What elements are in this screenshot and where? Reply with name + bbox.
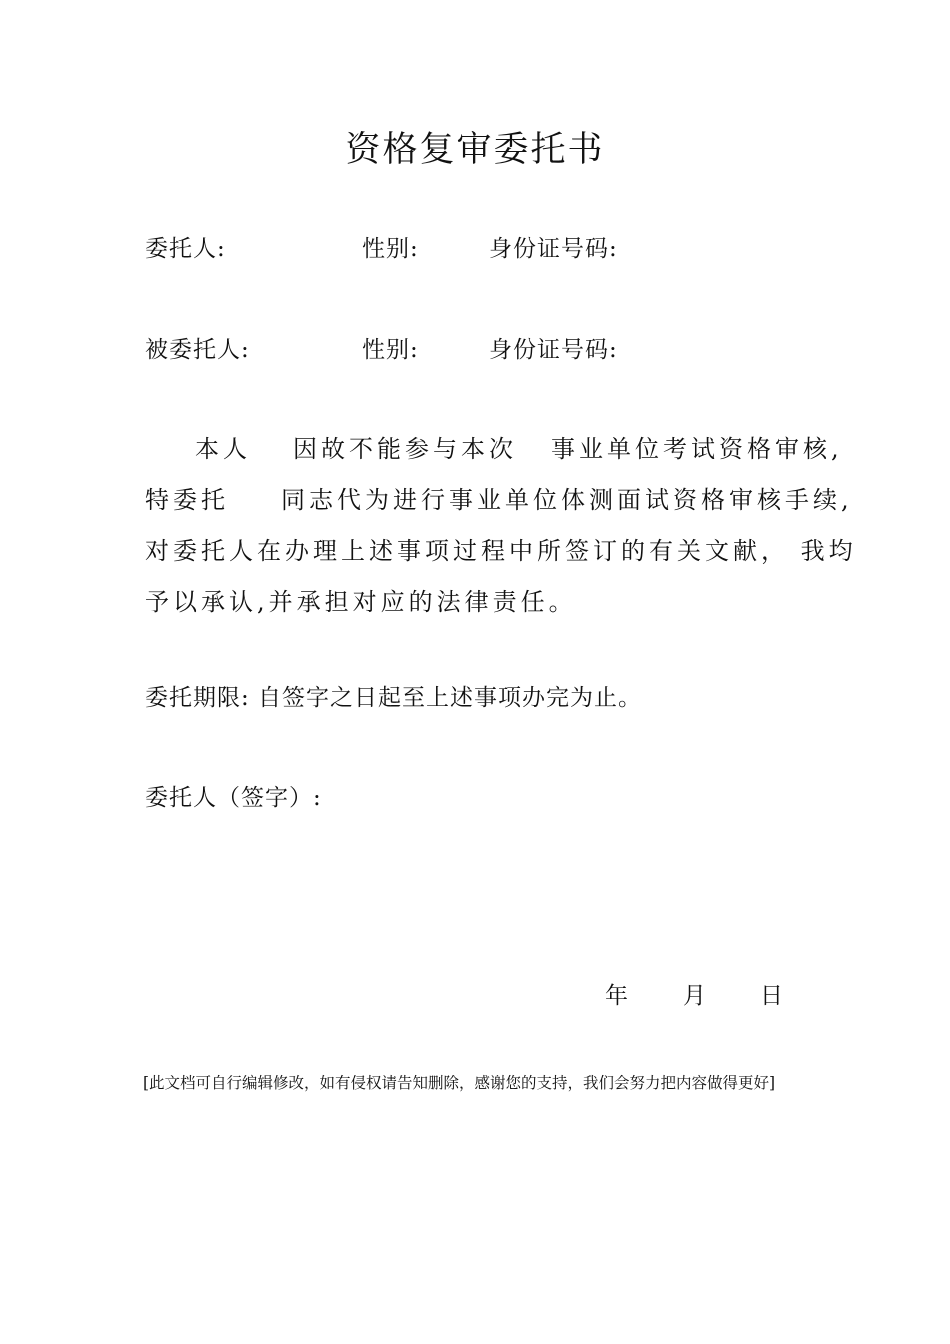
principal-name-label: 委托人: <box>145 236 226 262</box>
entrust-label: 特委托 <box>145 486 229 514</box>
paragraph-line-4: 予以承认,并承担对应的法律责任。 <box>145 588 577 616</box>
agent-gender-label: 性别: <box>362 337 419 363</box>
agent-name-label: 被委托人: <box>145 337 250 363</box>
document-title: 资格复审委托书 <box>345 130 605 170</box>
reason-text: 因故不能参与本次 <box>293 435 517 463</box>
date-month-label: 月 <box>683 983 706 1009</box>
paragraph-line-3: 对委托人在办理上述事项过程中所签订的有关文献， 我均 <box>145 537 857 565</box>
footnote: [此文档可自行编辑修改，如有侵权请告知删除，感谢您的支持，我们会努力把内容做得更好] <box>143 1074 776 1092</box>
agent-id-label: 身份证号码: <box>489 337 618 363</box>
authorization-paragraph <box>145 424 857 628</box>
date-day-label: 日 <box>760 983 783 1009</box>
principal-id-label: 身份证号码: <box>489 236 618 262</box>
agent-duty-text: 同志代为进行事业单位体测面试资格审核手续, <box>281 486 853 514</box>
signature-label: 委托人（签字）: <box>145 785 322 811</box>
self-label: 本人 <box>195 435 251 463</box>
principal-gender-label: 性别: <box>362 236 419 262</box>
paragraph-line-1 <box>145 424 843 475</box>
term-line: 委托期限: 自签字之日起至上述事项办完为止。 <box>145 685 643 711</box>
date-year-label: 年 <box>605 983 628 1009</box>
paragraph-line-2 <box>145 475 853 526</box>
exam-text: 事业单位考试资格审核, <box>551 435 843 463</box>
